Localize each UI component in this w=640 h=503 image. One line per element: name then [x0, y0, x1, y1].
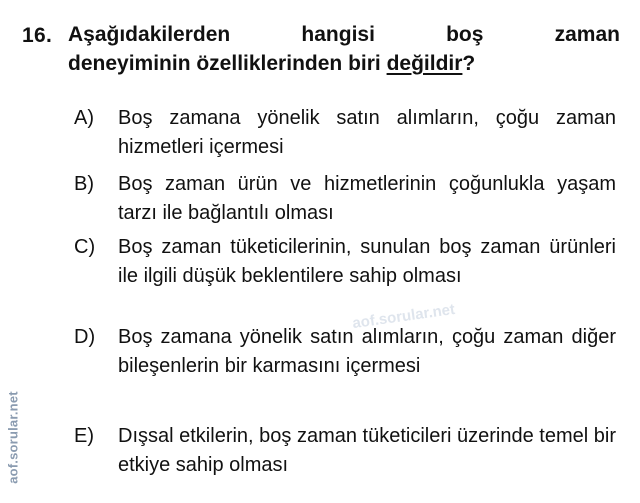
question-word: Aşağıdakilerden: [68, 23, 231, 46]
question-word: hangisi: [301, 23, 375, 46]
question-stem-prefix: deneyiminin özelliklerinden biri: [68, 52, 387, 75]
option-letter: B): [74, 173, 94, 195]
question-mark: ?: [462, 52, 476, 75]
watermark-side: aof.sorular.net: [5, 391, 21, 484]
option-text: Boş zamana yönelik satın alımların, çoğu zaman diğer bileşenlerin bir karmasını içermesi: [118, 326, 616, 377]
option-letter: A): [74, 107, 94, 129]
option-text: Boş zaman tüketicilerinin, sunulan boş zaman ürünleri ile ilgili düşük beklentilere sahip olması: [118, 236, 616, 287]
option-letter: E): [74, 425, 94, 447]
watermark-center: aof.sorular.net: [351, 300, 457, 333]
question-word: zaman: [554, 23, 620, 46]
option-text: Boş zamana yönelik satın alımların, çoğu zaman hizmetleri içermesi: [118, 107, 616, 158]
option-text: Boş zaman ürün ve hizmetlerinin çoğunlukla yaşam tarzı ile bağlantılı olması: [118, 173, 616, 224]
question-word: boş: [446, 23, 484, 46]
question-number: 16.: [22, 24, 53, 47]
option-letter: D): [74, 326, 96, 348]
question-emphasis-word: değildir: [386, 52, 463, 75]
option-text: Dışsal etkilerin, boş zaman tüketicileri üzerinde temel bir etkiye sahip olması: [118, 425, 616, 476]
option-letter: C): [74, 236, 96, 258]
